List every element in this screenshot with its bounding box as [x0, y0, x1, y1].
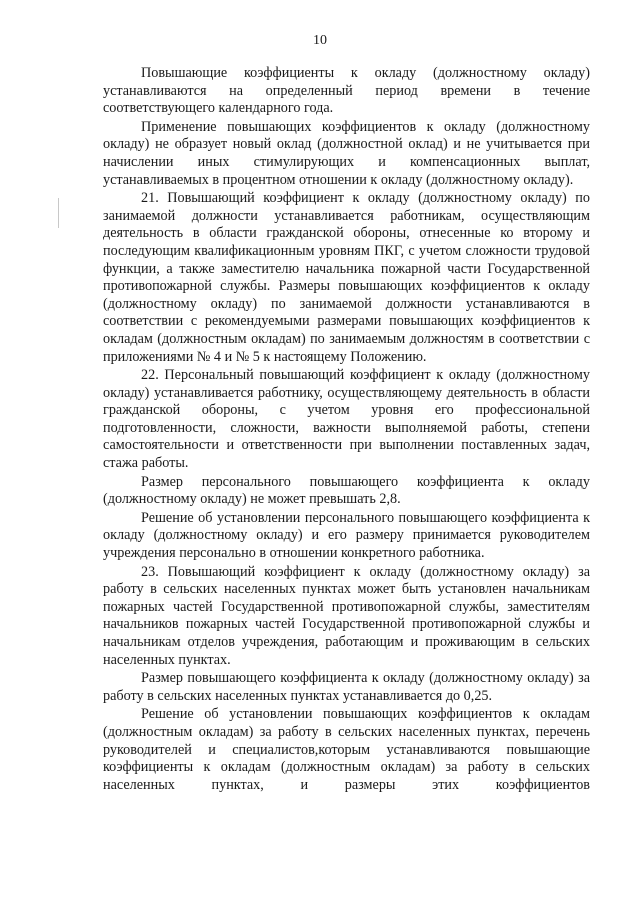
paragraph-coefficient-application: Применение повышающих коэффициентов к окладу (должностному окладу) не образует новый оклад (должностной оклад) и не учитывается при начислении иных стимулирующих и компенсационных выплат, устанавливаемых в процентном отношении к окладу (должностному окладу). — [103, 118, 590, 188]
paragraph-coefficient-period: Повышающие коэффициенты к окладу (должностному окладу) устанавливаются на определенный период времени в течение соответствующего календарного года. — [103, 65, 590, 117]
paragraph-personal-coefficient-decision: Решение об установлении персонального повышающего коэффициента к окладу (должностному окладу) и его размеру принимается руководителем учреждения персонально в отношении конкретного работника. — [103, 509, 590, 562]
paragraph-clause-21: 21. Повышающий коэффициент к окладу (должностному окладу) по занимаемой должности устанавливается работникам, осуществляющим деятельность в области гражданской обороны, отнесенные ко второму и последующим квалификационным уровням ПКГ, с учетом сложности трудовой функции, а также заместителю начальника пожарной части Государственной противопожарной службы. Размеры повышающих коэффициентов к окладу (должностному окладу) по занимаемой должности устанавливаются в соответствии с рекомендуемыми размерами повышающих коэффициентов к окладам (должностным окладам) по занимаемым должностям в соответствии с приложениями № 4 и № 5 к настоящему Положению. — [103, 190, 590, 365]
page-number: 10 — [313, 33, 327, 48]
document-body — [103, 65, 590, 795]
paragraph-personal-coefficient-limit: Размер персонального повышающего коэффициента к окладу (должностному окладу) не может превышать 2,8. — [103, 473, 590, 508]
margin-mark — [58, 198, 59, 228]
paragraph-clause-22: 22. Персональный повышающий коэффициент к окладу (должностному окладу) устанавливается работнику, осуществляющему деятельность в области гражданской обороны, с учетом уровня его профессиональной подготовленности, сложности, важности выполняемой работы, степени самостоятельности и ответственности при выполнении поставленных задач, стажа работы. — [103, 367, 590, 472]
paragraph-rural-coefficient-decision: Решение об установлении повышающих коэффициентов к окладам (должностным окладам) за работу в сельских населенных пунктах, перечень руководителей и специалистов,которым устанавливаются повышающие коэффициенты к окладам (должностным окладам) за работу в сельских населенных пунктах, и размеры этих коэффициентов — [103, 706, 590, 793]
paragraph-rural-coefficient-limit: Размер повышающего коэффициента к окладу (должностному окладу) за работу в сельских населенных пунктах устанавливается до 0,25. — [103, 670, 590, 704]
paragraph-clause-23: 23. Повышающий коэффициент к окладу (должностному окладу) за работу в сельских населенных пунктах может быть установлен начальникам пожарных частей Государственной противопожарной службы, заместителям начальников пожарных частей Государственной противопожарной службы и начальникам отделов учреждения, работающим и проживающим в сельских населенных пунктах. — [103, 563, 590, 668]
